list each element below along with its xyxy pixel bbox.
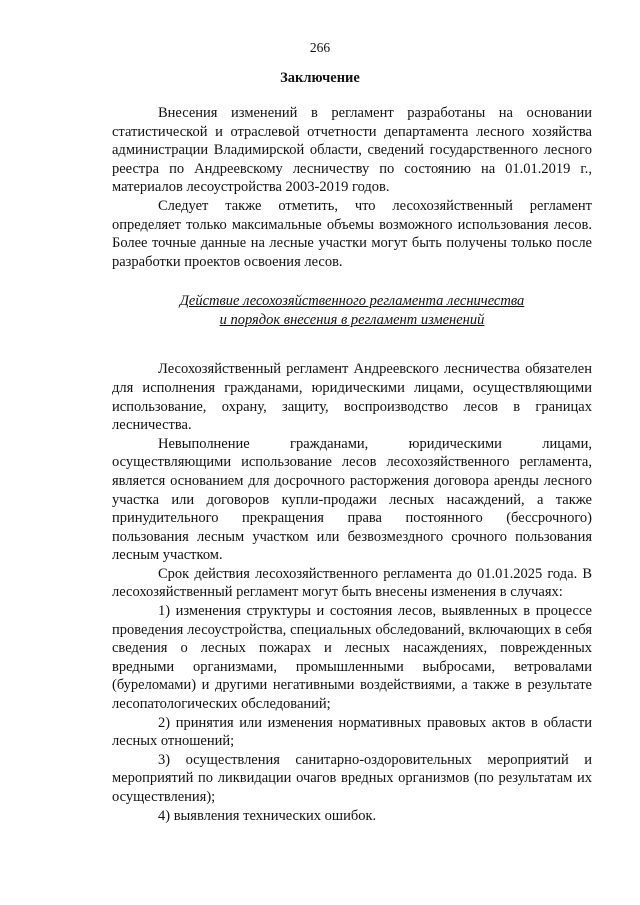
list-item-1: 1) изменения структуры и состояния лесов, выявленных в процессе проведения лесоустройства, специальных обследований, включающих в себя сведения о лесных пожарах и лесных насаждениях, поврежденных вредными организмами, промышленными выбросами, ветровалами (буреломами) и другими негативными воздействиями, а также в результате лесопатологических обследований; [112, 603, 592, 713]
section-paragraph-3: Срок действия лесохозяйственного регламента до 01.01.2025 года. В лесохозяйственный регламент могут быть внесены изменения в случаях: [112, 565, 592, 601]
list-item-4: 4) выявления технических ошибок. [158, 807, 377, 824]
document-body [112, 104, 592, 825]
section-paragraph-1: Лесохозяйственный регламент Андреевского лесничества обязателен для исполнения гражданами, юридическими лицами, осуществляющими использование, охрану, защиту, воспроизводство лесов в границах лесничества. [112, 361, 592, 434]
intro-paragraph-1: Внесения изменений в регламент разработаны на основании статистической и отраслевой отчетности департамента лесного хозяйства администрации Владимирской области, сведений государственного лесного реестра по Андреевскому лесничеству по состоянию на 01.01.2019 г., материалов лесоустройства 2003-2019 годов. [112, 105, 592, 196]
spacer [112, 271, 592, 292]
section-heading-line-1: Действие лесохозяйственного регламента лесничества [179, 293, 525, 310]
section-heading [112, 292, 592, 330]
intro-paragraph-2: Следует также отметить, что лесохозяйственный регламент определяет только максимальные объемы возможного использования лесов. Более точные данные на лесные участки могут быть получены только после разработки проектов освоения лесов. [112, 197, 592, 270]
section-heading-line-2: и порядок внесения в регламент изменений [219, 312, 485, 329]
list-item-2: 2) принятия или изменения нормативных правовых актов в области лесных отношений; [112, 714, 592, 750]
page-title: Заключение [280, 70, 360, 86]
page-number: 266 [309, 40, 331, 55]
list-item-3: 3) осуществления санитарно-оздоровительных мероприятий и мероприятий по ликвидации очагов вредных организмов (по результатам их осуществления); [112, 751, 592, 805]
spacer [112, 330, 592, 360]
section-paragraph-2: Невыполнение гражданами, юридическими лицами, осуществляющими использование лесов лесохозяйственного регламента, является основанием для досрочного расторжения договора аренды лесного участка или договоров купли-продажи лесных насаждений, а также принудительного прекращения права постоянного (бессрочного) пользования лесным участком или безвозмездного срочного пользования лесным участком. [112, 435, 592, 564]
